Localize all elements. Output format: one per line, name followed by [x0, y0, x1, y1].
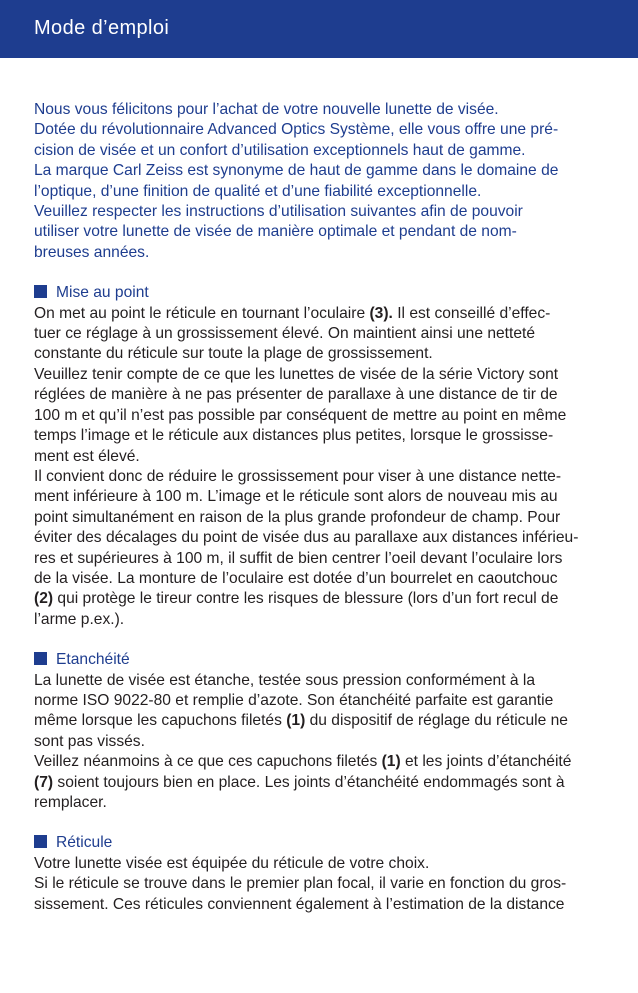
- intro-line: l’optique, d’une finition de qualité et d’une fiabilité exceptionnelle.: [34, 182, 482, 200]
- body-line: [34, 406, 606, 426]
- body-line: [34, 304, 606, 324]
- page-title: Mode d’emploi: [34, 17, 170, 39]
- body-text-run: ment inférieure à 100 m. L’image et le réticule sont alors de nouveau mis au: [34, 488, 558, 506]
- body-text-run: Veuillez tenir compte de ce que les lunettes de visée de la série Victory sont: [34, 365, 559, 383]
- body-line: [34, 874, 606, 894]
- section-gap: [34, 263, 606, 283]
- body-text-run: Il est conseillé d’effec-: [392, 304, 551, 322]
- body-line: [34, 467, 606, 487]
- body-text-run: point simultanément en raison de la plus grande profondeur de champ. Pour: [34, 508, 561, 526]
- body-line: [34, 610, 606, 630]
- intro-line: utiliser votre lunette de visée de manière optimale et pendant de nom-: [34, 223, 517, 241]
- section-heading: [34, 833, 606, 853]
- intro-line: La marque Carl Zeiss est synonyme de haut de gamme dans le domaine de: [34, 162, 559, 180]
- header-bar: [0, 0, 638, 58]
- body-line: [34, 589, 606, 609]
- section-heading-text: Etanchéité: [56, 651, 130, 669]
- body-text-run: éviter des décalages du point de visée dus au parallaxe aux distances inférieu-: [34, 529, 579, 547]
- body-text-run: du dispositif de réglage du réticule ne: [305, 712, 568, 730]
- body-line: [34, 344, 606, 364]
- body-line: [34, 324, 606, 344]
- body-line: [34, 549, 606, 569]
- body-line: [34, 732, 606, 752]
- body-text-run: sissement. Ces réticules conviennent également à l’estimation de la distance: [34, 895, 565, 913]
- body-text-run: 100 m et qu’il n’est pas possible par conséquent de mettre au point en même: [34, 406, 567, 424]
- body-text-run: remplacer.: [34, 794, 107, 811]
- body-text-run: temps l’image et le réticule aux distances plus petites, lorsque le grossisse-: [34, 427, 554, 445]
- body-line: [34, 854, 606, 874]
- body-text-run: constante du réticule sur toute la plage de grossissement.: [34, 345, 433, 363]
- body-text-run: sont pas vissés.: [34, 732, 145, 750]
- body-text-run: ment est élevé.: [34, 447, 140, 465]
- intro-line: breuses années.: [34, 243, 150, 261]
- body-line: [34, 528, 606, 548]
- body-text-run: Il convient donc de réduire le grossissement pour viser à une distance nette-: [34, 467, 562, 485]
- body-line: [34, 793, 606, 813]
- section-heading-text: Mise au point: [56, 284, 149, 302]
- body-line: [34, 487, 606, 507]
- body-text-run: même lorsque les capuchons filetés: [34, 712, 287, 730]
- body-text-run: soient toujours bien en place. Les joints d’étanchéité endommagés sont à: [53, 773, 565, 791]
- body-text-run: On met au point le réticule en tournant l’oculaire: [34, 304, 370, 322]
- intro-line: Dotée du révolutionnaire Advanced Optics Système, elle vous offre une pré-: [34, 121, 559, 139]
- body-line: [34, 447, 606, 467]
- section-heading: [34, 650, 606, 670]
- body-text-run: qui protège le tireur contre les risques de blessure (lors d’un fort recul de: [53, 590, 559, 608]
- sections: [34, 263, 606, 915]
- body-line: [34, 671, 606, 691]
- body-line: [34, 752, 606, 772]
- body-line: [34, 365, 606, 385]
- body-text-run: l’arme p.ex.).: [34, 610, 125, 628]
- square-bullet-icon: [34, 285, 47, 298]
- section-heading-text: Réticule: [56, 834, 113, 852]
- section-gap: [34, 630, 606, 650]
- document-body: [34, 100, 606, 915]
- body-line: [34, 895, 606, 915]
- body-line: [34, 711, 606, 731]
- intro-line: cision de visée et un confort d’utilisation exceptionnels haut de gamme.: [34, 141, 526, 159]
- body-text-run: tuer ce réglage à un grossissement élevé. On maintient ainsi une netteté: [34, 325, 536, 343]
- body-text-run: La lunette de visée est étanche, testée sous pression conformément à la: [34, 671, 536, 689]
- body-line: [34, 385, 606, 405]
- section-body: [34, 671, 606, 814]
- body-line: [34, 569, 606, 589]
- square-bullet-icon: [34, 652, 47, 665]
- part-reference: (1): [381, 753, 401, 771]
- part-reference: (3).: [369, 304, 393, 322]
- body-text-run: res et supérieures à 100 m, il suffit de bien centrer l’oeil devant l’oculaire lors: [34, 549, 563, 567]
- intro-paragraph: [34, 100, 606, 263]
- body-text-run: et les joints d’étanchéité: [400, 753, 572, 771]
- section-body: [34, 854, 606, 915]
- section-gap: [34, 813, 606, 833]
- part-reference: (2): [34, 590, 54, 608]
- body-line: [34, 508, 606, 528]
- body-line: [34, 773, 606, 793]
- square-bullet-icon: [34, 835, 47, 848]
- part-reference: (1): [286, 712, 306, 730]
- body-text-run: Votre lunette visée est équipée du réticule de votre choix.: [34, 854, 430, 872]
- intro-line: Nous vous félicitons pour l’achat de votre nouvelle lunette de visée.: [34, 101, 499, 118]
- section-body: [34, 304, 606, 631]
- body-text-run: norme ISO 9022-80 et remplie d’azote. Son étanchéité parfaite est garantie: [34, 691, 554, 709]
- body-line: [34, 691, 606, 711]
- body-text-run: Si le réticule se trouve dans le premier plan focal, il varie en fonction du gros-: [34, 875, 567, 893]
- part-reference: (7): [34, 773, 54, 791]
- body-line: [34, 426, 606, 446]
- body-text-run: Veillez néanmoins à ce que ces capuchons filetés: [34, 753, 382, 771]
- body-text-run: de la visée. La monture de l’oculaire est dotée d’un bourrelet en caoutchouc: [34, 569, 558, 587]
- intro-line: Veuillez respecter les instructions d’utilisation suivantes afin de pouvoir: [34, 203, 523, 221]
- section-heading: [34, 283, 606, 303]
- body-text-run: réglées de manière à ne pas présenter de parallaxe à une distance de tir de: [34, 386, 558, 404]
